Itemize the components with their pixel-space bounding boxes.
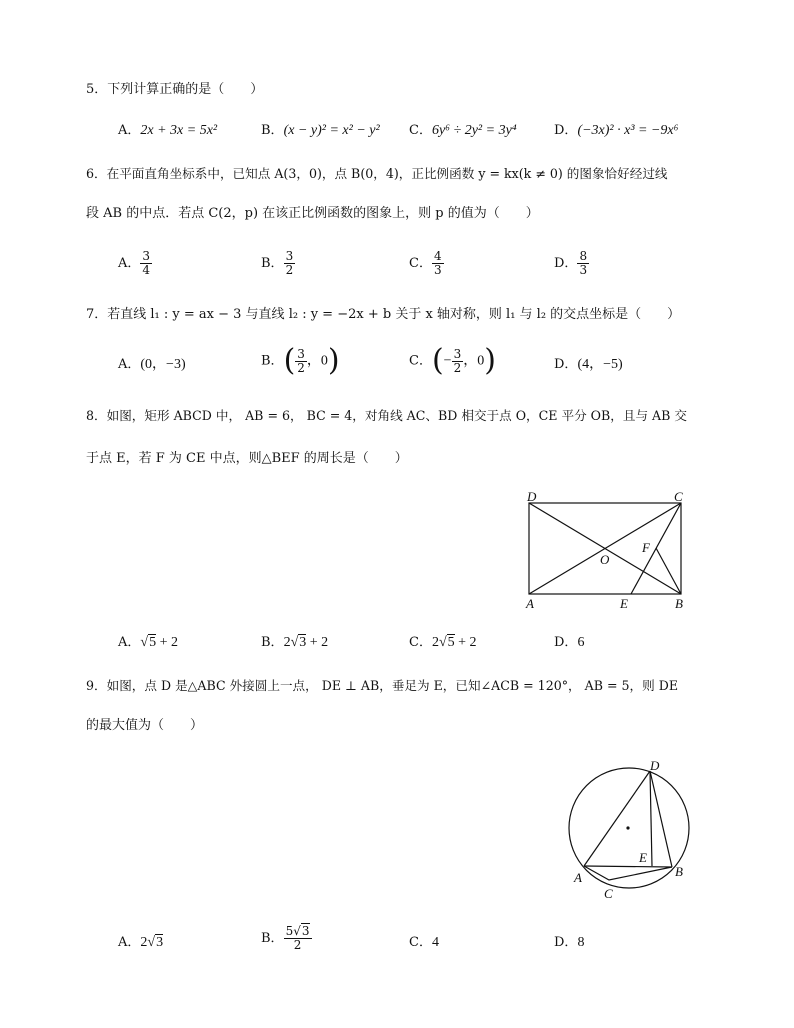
q9-label-b: B: [675, 864, 683, 879]
q8-stem-line2: 于点 E，若 F 为 CE 中点，则△BEF 的周长是（ ）: [86, 451, 408, 466]
q8-label-d: D: [527, 489, 537, 504]
q8-option-c: C．2√5 + 2: [409, 635, 477, 650]
q7-option-b: B．( $\frac{3}{2}$ ，0): [261, 343, 340, 378]
q8-option-b: B．2√3 + 2: [261, 635, 329, 650]
watermark: [48, 520, 89, 575]
q9-circle-figure: [562, 758, 702, 908]
q5-stem: 5．下列计算正确的是（ ）: [86, 82, 264, 97]
q7-option-c: C．(− $\frac{3}{2}$ ，0): [409, 343, 496, 378]
q5-option-b: B．(x − y)² = x² − y²: [261, 123, 380, 138]
q8-label-b: B: [675, 596, 683, 611]
q6-option-a: A． $\frac{3}{4}$: [118, 249, 151, 277]
q6-stem-line2: 段 AB 的中点．若点 C(2，p) 在该正比例函数的图象上，则 p 的值为（ ）: [86, 206, 539, 221]
q9-label-e: E: [639, 850, 647, 865]
q8-option-a: A．√5 + 2: [118, 635, 178, 650]
q5-option-c: C．6y⁶ ÷ 2y² = 3y⁴: [409, 123, 517, 138]
q8-label-c: C: [674, 489, 683, 504]
q9-label-c: C: [604, 886, 613, 901]
q7-stem: 7．若直线 l₁ : y = ax − 3 与直线 l₂ : y = −2x + b 关于 x 轴对称，则 l₁ 与 l₂ 的交点坐标是（ ）: [86, 307, 681, 322]
q6-stem-line1: 6．在平面直角坐标系中，已知点 A(3，0)，点 B(0，4)，正比例函数 y = kx(k ≠ 0) 的图象恰好经过线: [86, 166, 668, 181]
q8-label-a: A: [526, 596, 534, 611]
q9-option-b: B． $\frac{5√3}{2}$: [261, 924, 310, 952]
q9-stem-line1: 9．如图，点 D 是△ABC 外接圆上一点， DE ⊥ AB，垂足为 E，已知∠ACB = 120°， AB = 5，则 DE: [86, 678, 679, 693]
q8-rectangle-figure: [518, 486, 708, 614]
q9-option-a: A．2√3: [118, 935, 164, 950]
q9-label-a: A: [574, 870, 582, 885]
q8-option-d: D．6: [554, 635, 585, 650]
q8-label-e: E: [620, 596, 628, 611]
q6-option-b: B． $\frac{3}{2}$: [261, 249, 294, 277]
q9-stem-line2: 的最大值为（ ）: [86, 718, 204, 733]
q5-option-d: D．(−3x)² · x³ = −9x⁶: [554, 123, 679, 138]
q7-option-a: A．(0，−3): [118, 357, 186, 372]
q9-label-d: D: [650, 758, 660, 773]
q5-option-a: A．2x + 3x = 5x²: [118, 123, 218, 138]
q6-option-d: D． $\frac{8}{3}$: [554, 249, 588, 277]
q6-option-c: C． $\frac{4}{3}$: [409, 249, 442, 277]
q8-label-o: O: [600, 552, 610, 567]
q8-stem-line1: 8．如图，矩形 ABCD 中， AB = 6， BC = 4，对角线 AC、BD 相交于点 O，CE 平分 OB，且与 AB 交: [86, 408, 687, 423]
q7-option-d: D．(4，−5): [554, 357, 623, 372]
q9-option-c: C．4: [409, 935, 439, 950]
q9-option-d: D．8: [554, 935, 585, 950]
q8-label-f: F: [642, 540, 650, 555]
